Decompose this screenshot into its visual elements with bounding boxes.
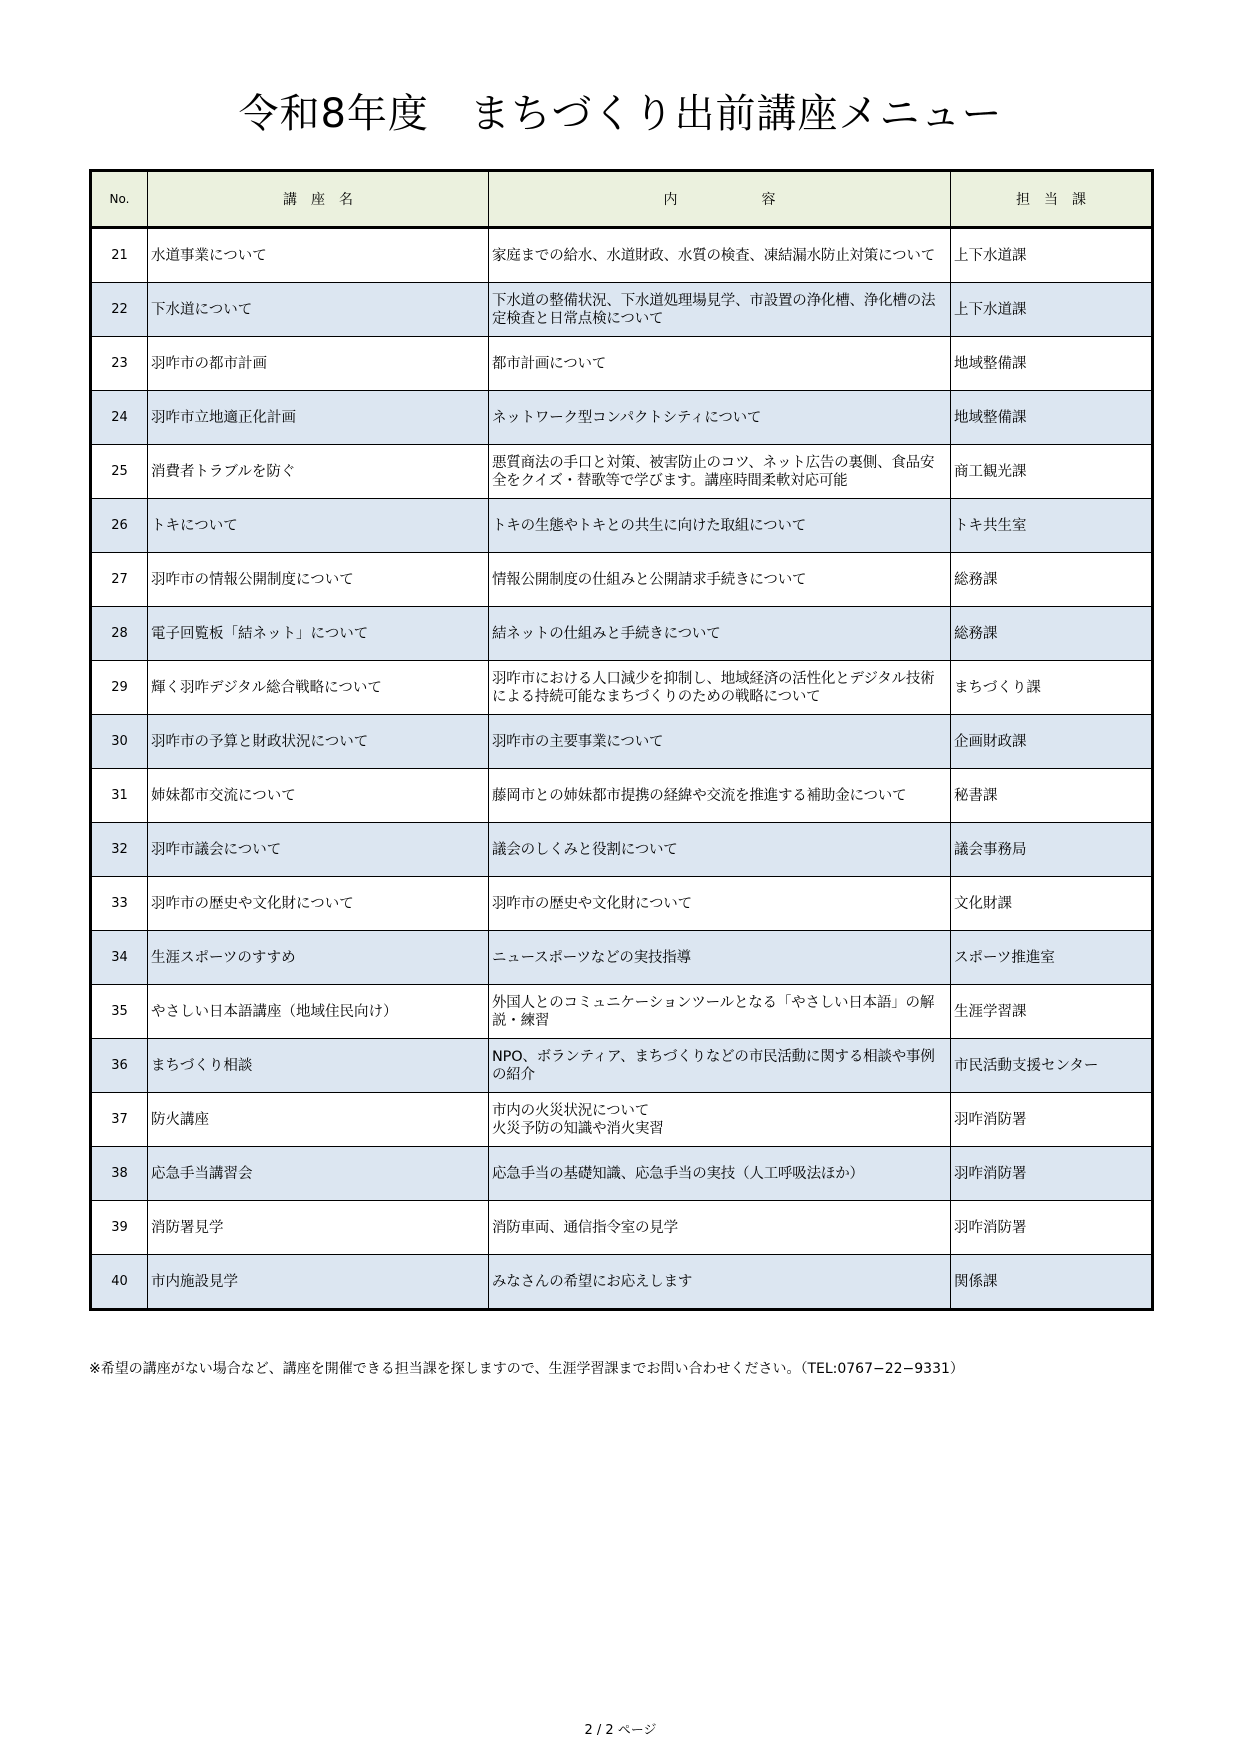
row-course-name: 羽咋市の歴史や文化財について — [148, 877, 489, 931]
row-course-name: トキについて — [148, 499, 489, 553]
page-title: 令和8年度 まちづくり出前講座メニュー — [238, 91, 1003, 137]
row-no: 29 — [91, 661, 148, 715]
row-no: 25 — [91, 445, 148, 499]
row-no: 23 — [91, 337, 148, 391]
table-row — [91, 715, 1153, 769]
row-department: 市民活動支援センター — [951, 1039, 1153, 1093]
row-department: 生涯学習課 — [951, 985, 1153, 1039]
row-no: 36 — [91, 1039, 148, 1093]
row-content: 応急手当の基礎知識、応急手当の実技（人工呼吸法ほか） — [489, 1147, 951, 1201]
row-content: みなさんの希望にお応えします — [489, 1255, 951, 1310]
row-content: 議会のしくみと役割について — [489, 823, 951, 877]
row-content: 悪質商法の手口と対策、被害防止のコツ、ネット広告の裏側、食品安全をクイズ・替歌等で学びます。講座時間柔軟対応可能 — [489, 445, 951, 499]
row-course-name: 輝く羽咋デジタル総合戦略について — [148, 661, 489, 715]
row-course-name: まちづくり相談 — [148, 1039, 489, 1093]
row-department: トキ共生室 — [951, 499, 1153, 553]
row-course-name: 羽咋市の都市計画 — [148, 337, 489, 391]
row-department: まちづくり課 — [951, 661, 1153, 715]
row-department: スポーツ推進室 — [951, 931, 1153, 985]
row-department: 総務課 — [951, 553, 1153, 607]
row-no: 30 — [91, 715, 148, 769]
row-department: 地域整備課 — [951, 391, 1153, 445]
table-row — [91, 661, 1153, 715]
table-row — [91, 283, 1153, 337]
row-no: 37 — [91, 1093, 148, 1147]
row-department: 総務課 — [951, 607, 1153, 661]
row-no: 39 — [91, 1201, 148, 1255]
footnote: ※希望の講座がない場合など、講座を開催できる担当課を探しますので、生涯学習課までお問い合わせください。（TEL:0767−22−9331） — [89, 1361, 964, 1377]
header-department: 担 当 課 — [951, 171, 1153, 228]
row-content: 情報公開制度の仕組みと公開請求手続きについて — [489, 553, 951, 607]
table-row — [91, 1147, 1153, 1201]
row-course-name: 市内施設見学 — [148, 1255, 489, 1310]
row-content: 家庭までの給水、水道財政、水質の検査、凍結漏水防止対策について — [489, 228, 951, 283]
row-content: 羽咋市の歴史や文化財について — [489, 877, 951, 931]
row-content: ネットワーク型コンパクトシティについて — [489, 391, 951, 445]
row-no: 27 — [91, 553, 148, 607]
row-course-name: 生涯スポーツのすすめ — [148, 931, 489, 985]
row-content: 外国人とのコミュニケーションツールとなる「やさしい日本語」の解説・練習 — [489, 985, 951, 1039]
row-course-name: 羽咋市立地適正化計画 — [148, 391, 489, 445]
row-no: 32 — [91, 823, 148, 877]
row-department: 地域整備課 — [951, 337, 1153, 391]
row-course-name: 姉妹都市交流について — [148, 769, 489, 823]
row-department: 羽咋消防署 — [951, 1093, 1153, 1147]
row-course-name: 消防署見学 — [148, 1201, 489, 1255]
row-content: 藤岡市との姉妹都市提携の経緯や交流を推進する補助金について — [489, 769, 951, 823]
table-row — [91, 769, 1153, 823]
row-course-name: やさしい日本語講座（地域住民向け） — [148, 985, 489, 1039]
table-row — [91, 391, 1153, 445]
table-row — [91, 823, 1153, 877]
row-department: 文化財課 — [951, 877, 1153, 931]
row-course-name: 防火講座 — [148, 1093, 489, 1147]
table-row — [91, 337, 1153, 391]
row-no: 24 — [91, 391, 148, 445]
table-row — [91, 607, 1153, 661]
page-number: 2 / 2 ページ — [584, 1723, 657, 1738]
table-row — [91, 931, 1153, 985]
row-department: 秘書課 — [951, 769, 1153, 823]
row-no: 21 — [91, 228, 148, 283]
row-no: 22 — [91, 283, 148, 337]
row-no: 35 — [91, 985, 148, 1039]
table-row — [91, 499, 1153, 553]
row-department: 羽咋消防署 — [951, 1147, 1153, 1201]
row-no: 40 — [91, 1255, 148, 1310]
row-no: 28 — [91, 607, 148, 661]
table-row — [91, 877, 1153, 931]
row-content: トキの生態やトキとの共生に向けた取組について — [489, 499, 951, 553]
row-course-name: 電子回覧板「結ネット」について — [148, 607, 489, 661]
row-department: 羽咋消防署 — [951, 1201, 1153, 1255]
row-content: 市内の火災状況について 火災予防の知識や消火実習 — [489, 1093, 951, 1147]
row-course-name: 消費者トラブルを防ぐ — [148, 445, 489, 499]
row-no: 26 — [91, 499, 148, 553]
row-course-name: 応急手当講習会 — [148, 1147, 489, 1201]
row-content: 消防車両、通信指令室の見学 — [489, 1201, 951, 1255]
table-row — [91, 445, 1153, 499]
row-department: 上下水道課 — [951, 283, 1153, 337]
table-header-row — [91, 171, 1153, 228]
header-no: No. — [91, 171, 148, 228]
row-course-name: 下水道について — [148, 283, 489, 337]
row-content: 都市計画について — [489, 337, 951, 391]
course-menu-table — [89, 169, 1154, 1311]
row-no: 31 — [91, 769, 148, 823]
table-row — [91, 553, 1153, 607]
row-department: 企画財政課 — [951, 715, 1153, 769]
table-row — [91, 1255, 1153, 1310]
row-department: 議会事務局 — [951, 823, 1153, 877]
row-no: 34 — [91, 931, 148, 985]
row-course-name: 羽咋市の予算と財政状況について — [148, 715, 489, 769]
row-department: 関係課 — [951, 1255, 1153, 1310]
row-content: NPO、ボランティア、まちづくりなどの市民活動に関する相談や事例の紹介 — [489, 1039, 951, 1093]
row-course-name: 水道事業について — [148, 228, 489, 283]
row-no: 33 — [91, 877, 148, 931]
row-course-name: 羽咋市議会について — [148, 823, 489, 877]
row-content: 結ネットの仕組みと手続きについて — [489, 607, 951, 661]
header-course-name: 講 座 名 — [148, 171, 489, 228]
row-course-name: 羽咋市の情報公開制度について — [148, 553, 489, 607]
row-department: 商工観光課 — [951, 445, 1153, 499]
table-row — [91, 1093, 1153, 1147]
header-content: 内 容 — [489, 171, 951, 228]
table-row — [91, 1201, 1153, 1255]
row-content: 下水道の整備状況、下水道処理場見学、市設置の浄化槽、浄化槽の法定検査と日常点検について — [489, 283, 951, 337]
row-no: 38 — [91, 1147, 148, 1201]
row-department: 上下水道課 — [951, 228, 1153, 283]
table-row — [91, 228, 1153, 283]
table-row — [91, 1039, 1153, 1093]
row-content: ニュースポーツなどの実技指導 — [489, 931, 951, 985]
table-row — [91, 985, 1153, 1039]
row-content: 羽咋市における人口減少を抑制し、地域経済の活性化とデジタル技術による持続可能なまちづくりのための戦略について — [489, 661, 951, 715]
row-content: 羽咋市の主要事業について — [489, 715, 951, 769]
